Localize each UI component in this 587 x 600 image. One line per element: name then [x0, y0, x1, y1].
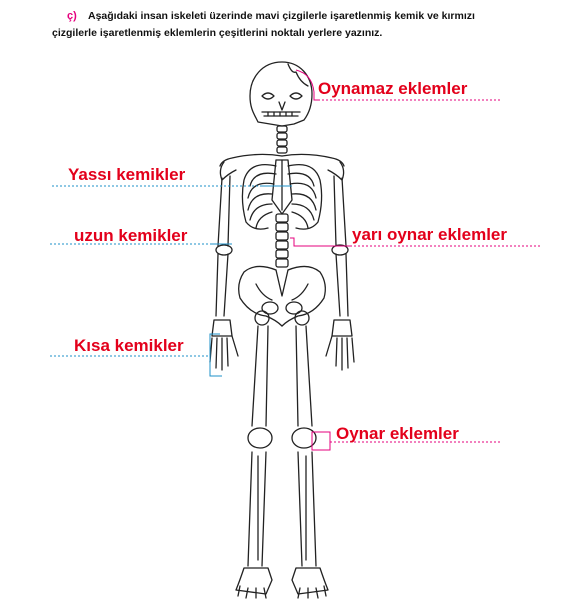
right-leg: [292, 311, 328, 598]
left-arm: [210, 176, 238, 370]
spine: [276, 214, 288, 267]
question-letter: ç): [67, 10, 77, 22]
right-arm: [326, 176, 354, 370]
skull: [250, 62, 312, 126]
question-text-line-2: çizgilerle işaretlenmiş eklemlerin çeşitlerini noktalı yerlere yazınız.: [52, 27, 383, 39]
answer-oynamaz-eklemler: Oynamaz eklemler: [318, 79, 468, 98]
rib-cage: [242, 160, 321, 229]
answer-kisa-kemikler: Kısa kemikler: [74, 336, 184, 355]
pelvis: [239, 266, 326, 326]
answer-yassi-kemikler: Yassı kemikler: [68, 165, 186, 184]
answer-yari-oynar-eklemler: yarı oynar eklemler: [352, 225, 507, 244]
neck: [277, 126, 287, 153]
question-text-line-1: Aşağıdaki insan iskeleti üzerinde mavi çizgilerle işaretlenmiş kemik ve kırmızı: [88, 10, 475, 22]
answer-uzun-kemikler: uzun kemikler: [74, 226, 188, 245]
left-leg: [236, 311, 272, 598]
answer-oynar-eklemler: Oynar eklemler: [336, 424, 459, 443]
